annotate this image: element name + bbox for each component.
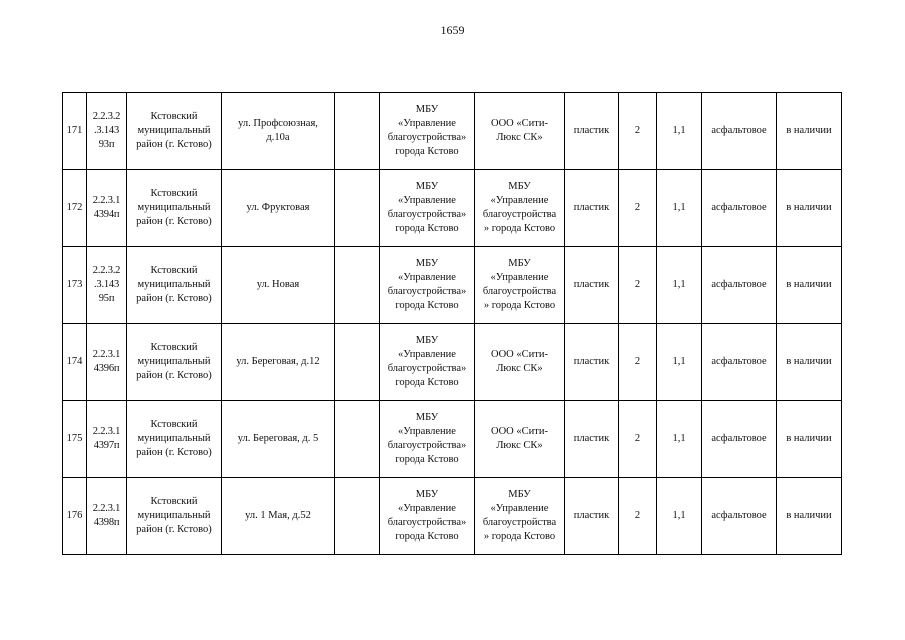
row-number: 172 [63, 170, 87, 247]
operator-cell: ООО «Сити- Люкс СК» [475, 324, 565, 401]
site-code: 2.2.3.1 4398п [87, 478, 127, 555]
fence-cell: в наличии [777, 247, 842, 324]
surface-cell: асфальтовое [702, 401, 777, 478]
fence-cell: в наличии [777, 478, 842, 555]
fence-cell: в наличии [777, 93, 842, 170]
container-count-cell: 2 [619, 247, 657, 324]
container-count-cell: 2 [619, 170, 657, 247]
district-cell: Кстовский муниципальный район (г. Кстово) [127, 247, 222, 324]
volume-cell: 1,1 [657, 170, 702, 247]
page-number: 1659 [440, 23, 465, 37]
row-number: 174 [63, 324, 87, 401]
site-code: 2.2.3.1 4394п [87, 170, 127, 247]
fence-cell: в наличии [777, 401, 842, 478]
empty-cell [335, 401, 380, 478]
table-row [63, 93, 842, 170]
owner-cell: МБУ «Управление благоустройства» города Кстово [380, 324, 475, 401]
operator-cell: ООО «Сити- Люкс СК» [475, 93, 565, 170]
address-cell: ул. Береговая, д. 5 [222, 401, 335, 478]
surface-cell: асфальтовое [702, 170, 777, 247]
row-number: 175 [63, 401, 87, 478]
fence-cell: в наличии [777, 170, 842, 247]
material-cell: пластик [565, 478, 619, 555]
site-code: 2.2.3.2 .3.143 95п [87, 247, 127, 324]
registry-table [62, 92, 842, 555]
district-cell: Кстовский муниципальный район (г. Кстово) [127, 93, 222, 170]
row-number: 176 [63, 478, 87, 555]
owner-cell: МБУ «Управление благоустройства» города Кстово [380, 478, 475, 555]
address-cell: ул. Новая [222, 247, 335, 324]
site-code: 2.2.3.1 4397п [87, 401, 127, 478]
table-row [63, 247, 842, 324]
table-row [63, 478, 842, 555]
volume-cell: 1,1 [657, 401, 702, 478]
owner-cell: МБУ «Управление благоустройства» города Кстово [380, 247, 475, 324]
material-cell: пластик [565, 247, 619, 324]
district-cell: Кстовский муниципальный район (г. Кстово) [127, 478, 222, 555]
empty-cell [335, 247, 380, 324]
row-number: 171 [63, 93, 87, 170]
surface-cell: асфальтовое [702, 324, 777, 401]
container-count-cell: 2 [619, 478, 657, 555]
empty-cell [335, 478, 380, 555]
operator-cell: МБУ «Управление благоустройства » города Кстово [475, 247, 565, 324]
district-cell: Кстовский муниципальный район (г. Кстово) [127, 170, 222, 247]
address-cell: ул. Фруктовая [222, 170, 335, 247]
row-number: 173 [63, 247, 87, 324]
address-cell: ул. Профсоюзная, д.10а [222, 93, 335, 170]
empty-cell [335, 93, 380, 170]
material-cell: пластик [565, 170, 619, 247]
operator-cell: МБУ «Управление благоустройства » города Кстово [475, 478, 565, 555]
site-code: 2.2.3.2 .3.143 93п [87, 93, 127, 170]
material-cell: пластик [565, 324, 619, 401]
operator-cell: МБУ «Управление благоустройства » города Кстово [475, 170, 565, 247]
table-row [63, 170, 842, 247]
container-count-cell: 2 [619, 324, 657, 401]
container-count-cell: 2 [619, 93, 657, 170]
district-cell: Кстовский муниципальный район (г. Кстово) [127, 401, 222, 478]
surface-cell: асфальтовое [702, 478, 777, 555]
material-cell: пластик [565, 93, 619, 170]
container-count-cell: 2 [619, 401, 657, 478]
table-row [63, 401, 842, 478]
surface-cell: асфальтовое [702, 93, 777, 170]
volume-cell: 1,1 [657, 324, 702, 401]
empty-cell [335, 170, 380, 247]
operator-cell: ООО «Сити- Люкс СК» [475, 401, 565, 478]
owner-cell: МБУ «Управление благоустройства» города Кстово [380, 93, 475, 170]
address-cell: ул. Береговая, д.12 [222, 324, 335, 401]
table-row [63, 324, 842, 401]
material-cell: пластик [565, 401, 619, 478]
volume-cell: 1,1 [657, 93, 702, 170]
owner-cell: МБУ «Управление благоустройства» города Кстово [380, 170, 475, 247]
site-code: 2.2.3.1 4396п [87, 324, 127, 401]
address-cell: ул. 1 Мая, д.52 [222, 478, 335, 555]
fence-cell: в наличии [777, 324, 842, 401]
owner-cell: МБУ «Управление благоустройства» города Кстово [380, 401, 475, 478]
surface-cell: асфальтовое [702, 247, 777, 324]
volume-cell: 1,1 [657, 478, 702, 555]
empty-cell [335, 324, 380, 401]
volume-cell: 1,1 [657, 247, 702, 324]
district-cell: Кстовский муниципальный район (г. Кстово) [127, 324, 222, 401]
